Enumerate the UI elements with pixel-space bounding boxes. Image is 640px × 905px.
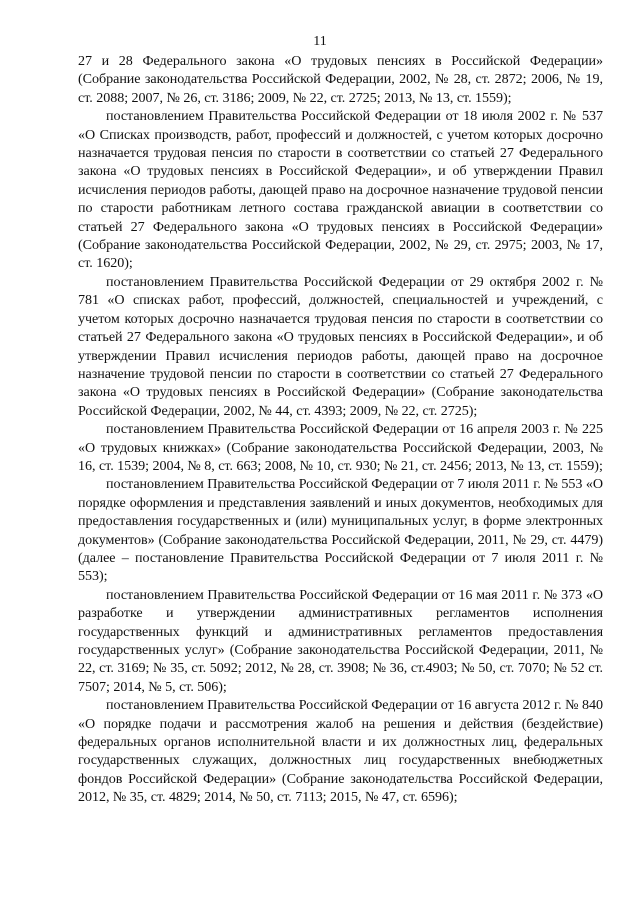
paragraph-resolution-840: постановлением Правительства Российской Федерации от 16 августа 2012 г. № 840 «О порядке подачи и рассмотрения жалоб на решения и действия (бездействие) федеральных органов исполнительной власти и их должностных лиц, федеральных государственных служащих, должностных лиц государственных внебюджетных фондов Российской Федерации» (Собрание законодательства Российской Федерации, 2012, № 35, ст. 4829; 2014, № 50, ст. 7113; 2015, № 47, ст. 6596); — [78, 697, 603, 806]
paragraph-resolution-553: постановлением Правительства Российской Федерации от 7 июля 2011 г. № 553 «О порядке оформления и представления заявлений и иных документов, необходимых для предоставления государственных и (или) муниципальных услуг, в форме электронных документов» (Собрание законодательства Российской Федерации, 2011, № 29, ст. 4479) (далее – постановление Правительства Российской Федерации от 7 июля 2011 г. № 553); — [78, 476, 603, 585]
page-number: 11 — [313, 34, 327, 49]
document-body — [78, 52, 603, 807]
paragraph-resolution-781: постановлением Правительства Российской Федерации от 29 октября 2002 г. № 781 «О списках работ, профессий, должностей, специальностей и учреждений, с учетом которых досрочно назначается трудовая пенсия по старости в соответствии со статьей 27 Федерального закона «О трудовых пенсиях в Российской Федерации», и об утверждении Правил исчисления периодов работы, дающей право на досрочное назначение трудовой пенсии по старости в соответствии со статьей 27 Федерального закона «О трудовых пенсиях в Российской Федерации» (Собрание законодательства Российской Федерации, 2002, № 44, ст. 4393; 2009, № 22, ст. 2725); — [78, 273, 603, 419]
paragraph-resolution-537: постановлением Правительства Российской Федерации от 18 июля 2002 г. № 537 «О Списках производств, работ, профессий и должностей, с учетом которых досрочно назначается трудовая пенсия по старости в соответствии со статьей 27 Федерального закона «О трудовых пенсиях в Российской Федерации», и об утверждении Правил исчисления периодов работы, дающей право на досрочное назначение трудовой пенсии по старости работникам летного состава гражданской авиации в соответствии со статьей 27 Федерального закона «О трудовых пенсиях в Российской Федерации» (Собрание законодательства Российской Федерации, 2002, № 29, ст. 2975; 2003, № 17, ст. 1620); — [78, 108, 603, 272]
paragraph-resolution-225: постановлением Правительства Российской Федерации от 16 апреля 2003 г. № 225 «О трудовых книжках» (Собрание законодательства Российской Федерации, 2003, № 16, ст. 1539; 2004, № 8, ст. 663; 2008, № 10, ст. 930; № 21, ст. 2456; 2013, № 13, ст. 1559); — [78, 421, 603, 474]
paragraph-continuation: 27 и 28 Федерального закона «О трудовых пенсиях в Российской Федерации» (Собрание законодательства Российской Федерации, 2002, № 28, ст. 2872; 2006, № 19, ст. 2088; 2007, № 26, ст. 3186; 2009, № 22, ст. 2725; 2013, № 13, ст. 1559); — [78, 53, 603, 106]
paragraph-resolution-373: постановлением Правительства Российской Федерации от 16 мая 2011 г. № 373 «О разработке и утверждении административных регламентов исполнения государственных функций и административных регламентов предоставления государственных услуг» (Собрание законодательства Российской Федерации, 2011, № 22, ст. 3169; № 35, ст. 5092; 2012, № 28, ст. 3908; № 36, ст.4903; № 50, ст. 7070; № 52 ст. 7507; 2014, № 5, ст. 506); — [78, 586, 603, 695]
